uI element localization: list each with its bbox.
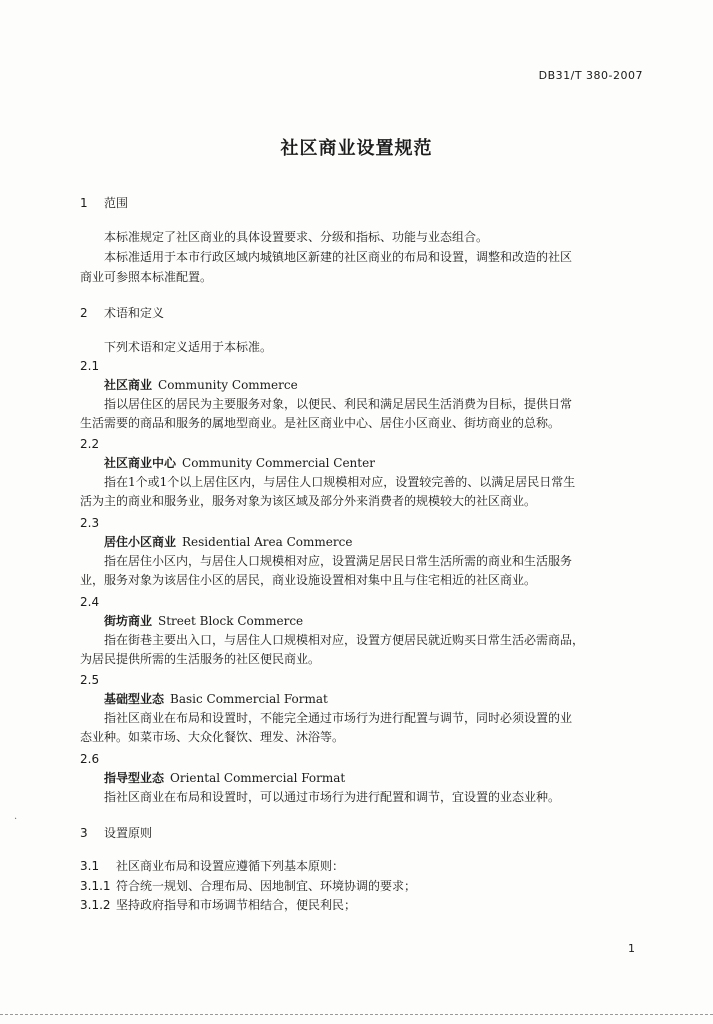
section-number: 1 xyxy=(80,196,88,210)
paragraph: 下列术语和定义适用于本标准。 xyxy=(104,340,273,354)
paragraph: 本标准适用于本市行政区域内城镇地区新建的社区商业的布局和设置，调整和改造的社区 xyxy=(104,250,573,264)
clause xyxy=(80,878,416,894)
term-definition: 指在1个或1个以上居住区内，与居住人口规模相对应，设置较完善的、以满足居民日常生 xyxy=(104,475,576,489)
term-zh: 基础型业态 xyxy=(104,692,165,706)
clause xyxy=(80,858,344,874)
clause-text: 社区商业布局和设置应遵循下列基本原则： xyxy=(116,859,345,873)
section-2-heading xyxy=(80,305,164,321)
section-title: 术语和定义 xyxy=(104,306,165,320)
term-heading xyxy=(104,770,345,786)
page-number: 1 xyxy=(628,942,635,955)
term-heading xyxy=(104,691,328,707)
section-1-heading xyxy=(80,195,128,211)
clause-text: 符合统一规划、合理布局、因地制宜、环境协调的要求； xyxy=(116,879,417,893)
clause-number: 2.3 xyxy=(80,516,100,530)
term-en: Basic Commercial Format xyxy=(170,692,328,706)
term-heading xyxy=(104,455,375,471)
term-heading xyxy=(104,534,352,550)
section-number: 3 xyxy=(80,826,88,840)
term-definition-continued: 为居民提供所需的生活服务的社区便民商业。 xyxy=(80,652,321,666)
standard-code: DB31/T 380-2007 xyxy=(538,69,643,82)
term-zh: 社区商业 xyxy=(104,378,153,392)
clause-number: 3.1 xyxy=(80,859,100,873)
term-en: Community Commerce xyxy=(158,378,298,392)
clause-number: 3.1.1 xyxy=(80,879,111,893)
paragraph-continued: 商业可参照本标准配置。 xyxy=(80,270,213,284)
term-heading xyxy=(104,613,303,629)
clause-text: 坚持政府指导和市场调节相结合，便民利民； xyxy=(116,898,357,912)
section-3-heading xyxy=(80,825,152,841)
term-definition-continued: 生活需要的商品和服务的属地型商业。是社区商业中心、居住小区商业、街坊商业的总称。 xyxy=(80,416,561,430)
term-en: Oriental Commercial Format xyxy=(170,771,346,785)
term-definition: 指在街巷主要出入口，与居住人口规模相对应，设置方便居民就近购买日常生活必需商品， xyxy=(104,633,585,647)
term-definition-continued: 活为主的商业和服务业，服务对象为该区域及部分外来消费者的规模较大的社区商业。 xyxy=(80,494,537,508)
scan-edge-divider xyxy=(0,1014,713,1016)
term-zh: 社区商业中心 xyxy=(104,456,177,470)
clause-number: 2.1 xyxy=(80,359,100,373)
section-title: 范围 xyxy=(104,196,129,210)
term-definition-continued: 态业种。如菜市场、大众化餐饮、理发、沐浴等。 xyxy=(80,730,345,744)
term-zh: 街坊商业 xyxy=(104,614,153,628)
section-number: 2 xyxy=(80,306,88,320)
term-en: Residential Area Commerce xyxy=(182,535,353,549)
term-definition: 指社区商业在布局和设置时，不能完全通过市场行为进行配置与调节，同时必须设置的业 xyxy=(104,711,573,725)
clause-number: 3.1.2 xyxy=(80,898,111,912)
clause-number: 2.5 xyxy=(80,673,100,687)
margin-mark: · xyxy=(14,814,18,825)
term-definition-continued: 业，服务对象为该居住小区的居民，商业设施设置相对集中且与住宅相近的社区商业。 xyxy=(80,573,537,587)
term-en: Community Commercial Center xyxy=(182,456,375,470)
page-title: 社区商业设置规范 xyxy=(280,138,433,159)
term-definition: 指社区商业在布局和设置时，可以通过市场行为进行配置和调节，宜设置的业态业种。 xyxy=(104,790,561,804)
clause-number: 2.4 xyxy=(80,595,100,609)
term-definition: 指在居住小区内，与居住人口规模相对应，设置满足居民日常生活所需的商业和生活服务 xyxy=(104,554,573,568)
term-zh: 居住小区商业 xyxy=(104,535,177,549)
section-title: 设置原则 xyxy=(104,826,153,840)
term-zh: 指导型业态 xyxy=(104,771,165,785)
clause xyxy=(80,897,356,913)
term-definition: 指以居住区的居民为主要服务对象，以便民、利民和满足居民生活消费为目标，提供日常 xyxy=(104,397,573,411)
term-en: Street Block Commerce xyxy=(158,614,304,628)
clause-number: 2.6 xyxy=(80,752,100,766)
paragraph: 本标准规定了社区商业的具体设置要求、分级和指标、功能与业态组合。 xyxy=(104,230,489,244)
term-heading xyxy=(104,377,298,393)
clause-number: 2.2 xyxy=(80,437,100,451)
